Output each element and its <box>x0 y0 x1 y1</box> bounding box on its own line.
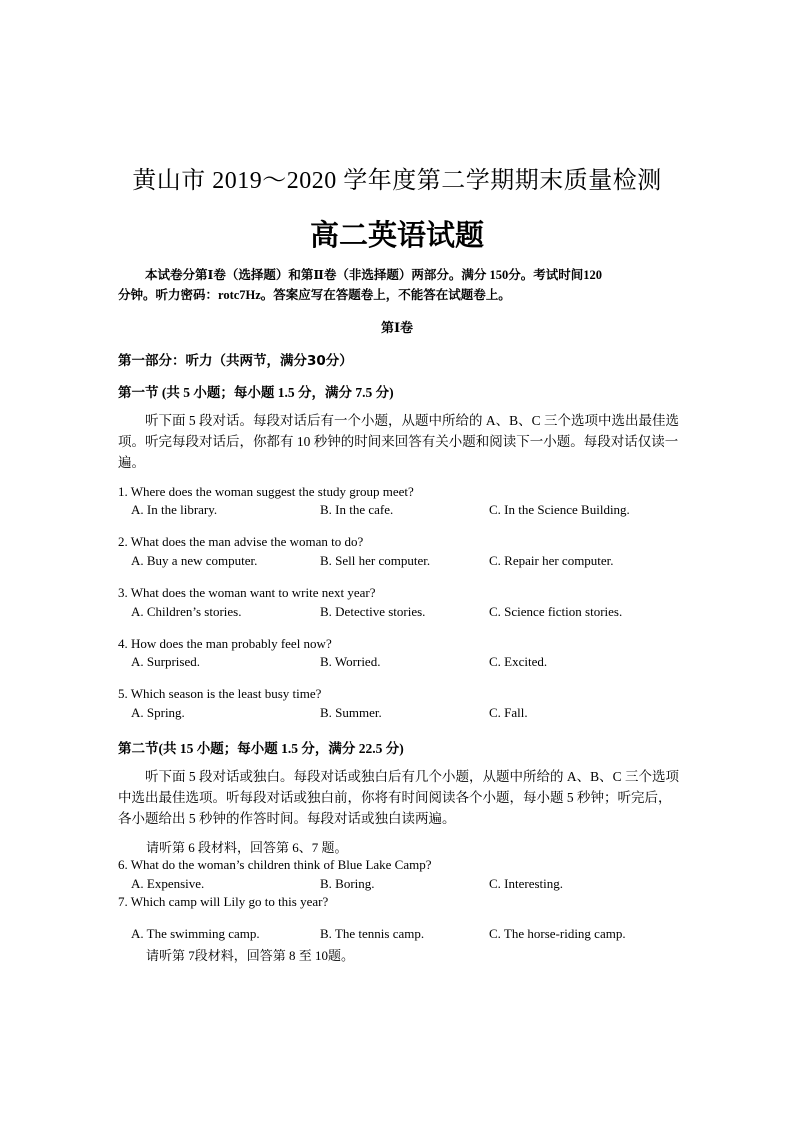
question-3-option-b: B. Detective stories. <box>320 604 426 619</box>
question-2-option-c: C. Repair her computer. <box>489 553 614 568</box>
part1-heading: 第一部分：听力（共两节，满分30分） <box>118 353 353 369</box>
exam-subtitle: 高二英语试题 <box>309 218 484 252</box>
section1-instructions <box>118 410 681 473</box>
exam-title: 黄山市 2019～2020 学年度第二学期期末质量检测 <box>132 168 662 194</box>
question-4-option-a: A. Surprised. <box>131 654 200 669</box>
section1-instructions-text: 听下面 5 段对话。每段对话后有一个小题，从题中所给的 A、B、C 三个选项中选出最佳选项。听完每段对话后，你都有 10 秒钟的时间来回答有关小题和阅读下一小题。每段对话仅读一遍。 <box>118 413 680 470</box>
question-1-stem: 1. Where does the woman suggest the study group meet? <box>118 484 414 499</box>
material-7-note: 请听第 7段材料，回答第 8 至 10题。 <box>146 948 355 963</box>
section2-heading: 第二节(共 15 小题；每小题 1.5 分，满分 22.5 分) <box>118 741 404 756</box>
question-4-option-b: B. Worried. <box>320 654 381 669</box>
question-6-option-a: A. Expensive. <box>131 876 205 891</box>
question-7-stem: 7. Which camp will Lily go to this year? <box>118 894 329 909</box>
question-5-stem: 5. Which season is the least busy time? <box>118 686 322 701</box>
section2-instructions-text: 听下面 5 段对话或独白。每段对话或独白后有几个小题，从题中所给的 A、B、C 三个选项中选出最佳选项。听每段对话或独白前，你将有时间阅读各个小题，每小题 5 秒钟；听完后，各小题给出 5 秒钟的作答时间。每段对话或独白读两遍。 <box>118 769 680 826</box>
question-4-stem: 4. How does the man probably feel now? <box>118 636 332 651</box>
question-3-stem: 3. What does the woman want to write next year? <box>118 585 376 600</box>
question-7-option-c: C. The horse-riding camp. <box>489 926 626 941</box>
question-6-option-b: B. Boring. <box>320 876 375 891</box>
question-7-option-b: B. The tennis camp. <box>320 926 425 941</box>
question-3-option-a: A. Children’s stories. <box>131 604 242 619</box>
question-1-option-c: C. In the Science Building. <box>489 502 630 517</box>
question-4-option-c: C. Excited. <box>489 654 548 669</box>
intro-line-2: 分钟。听力密码：rotc7Hz。答案应写在答题卷上，不能答在试题卷上。 <box>118 288 511 302</box>
question-3-option-c: C. Science fiction stories. <box>489 604 623 619</box>
question-7-option-a: A. The swimming camp. <box>131 926 260 941</box>
section1-heading: 第一节 (共 5 小题；每小题 1.5 分，满分 7.5 分) <box>118 385 394 400</box>
volume-heading: 第Ⅰ卷 <box>380 320 414 335</box>
question-6-stem: 6. What do the woman’s children think of Blue Lake Camp? <box>118 857 432 872</box>
section2-instructions <box>118 766 681 829</box>
question-5-option-c: C. Fall. <box>489 705 528 720</box>
question-1-option-b: B. In the cafe. <box>320 502 394 517</box>
question-2-option-a: A. Buy a new computer. <box>131 553 258 568</box>
question-5-option-a: A. Spring. <box>131 705 185 720</box>
intro-line-1: 本试卷分第Ⅰ卷（选择题）和第Ⅱ卷（非选择题）两部分。满分 150分。考试时间120 <box>145 268 603 282</box>
question-6-option-c: C. Interesting. <box>489 876 564 891</box>
question-5-option-b: B. Summer. <box>320 705 382 720</box>
question-2-option-b: B. Sell her computer. <box>320 553 431 568</box>
exam-intro <box>118 265 678 305</box>
question-1-option-a: A. In the library. <box>131 502 218 517</box>
material-6-note: 请听第 6 段材料，回答第 6、7 题。 <box>146 840 348 855</box>
question-2-stem: 2. What does the man advise the woman to do? <box>118 534 364 549</box>
